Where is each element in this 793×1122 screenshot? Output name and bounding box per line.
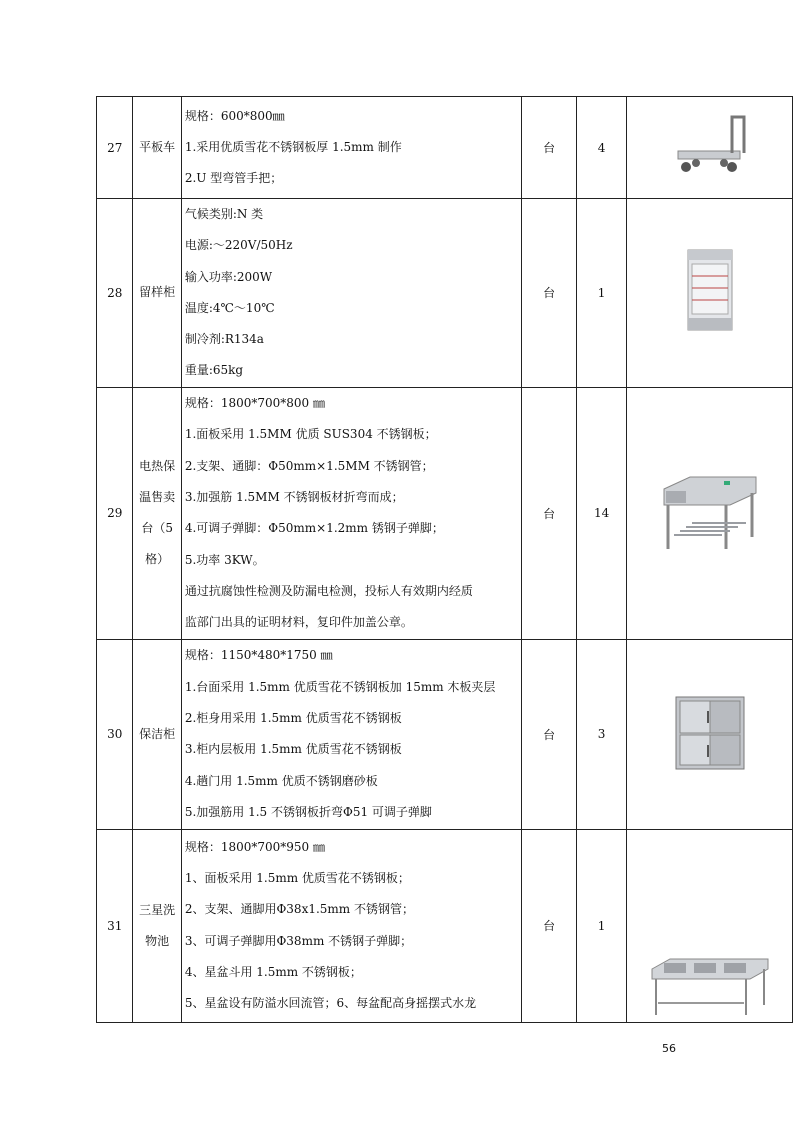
spec-line: 5.加强筋用 1.5 不锈钢板折弯Φ51 可调子弹脚: [184, 804, 432, 819]
sample-cabinet-icon: [680, 248, 740, 334]
item-name-line: 电热保: [139, 459, 176, 474]
item-name-line: 格）: [145, 552, 170, 567]
cleaning-cabinet-image: [627, 639, 793, 829]
spec-line: 规格：1800*700*800 ㎜: [184, 396, 325, 411]
item-spec: [181, 387, 521, 639]
table-row: [97, 387, 793, 639]
spec-line: 1.采用优质雪花不锈钢板厚 1.5mm 制作: [184, 139, 402, 154]
spec-line: 气候类别:N 类: [184, 207, 264, 221]
spec-line: 2、支架、通脚用Φ38x1.5mm 不锈钢管；: [184, 902, 414, 917]
item-name-line: 物池: [145, 933, 170, 948]
item-quantity: 14: [577, 387, 627, 639]
spec-line: 温度:4℃～10℃: [184, 300, 275, 315]
item-name: [133, 387, 181, 639]
item-number: 28: [97, 199, 133, 388]
item-quantity: 1: [577, 829, 627, 1022]
spec-line: 规格：1800*700*950 ㎜: [184, 839, 325, 854]
spec-line: 电源:～220V/50Hz: [184, 238, 293, 253]
table-row: [97, 199, 793, 388]
table-row: [97, 97, 793, 199]
item-unit: 台: [522, 829, 577, 1022]
item-spec: [181, 639, 521, 829]
item-name: 保洁柜: [133, 639, 181, 829]
equipment-table: [96, 96, 793, 1023]
cleaning-cabinet-icon: [670, 693, 750, 773]
item-quantity: 3: [577, 639, 627, 829]
item-name-line: 台（5: [141, 521, 173, 536]
item-name: 平板车: [133, 97, 181, 199]
spec-line: 制冷剂:R134a: [184, 332, 264, 347]
item-number: 27: [97, 97, 133, 199]
triple-sink-image: [627, 829, 793, 1022]
table-row: [97, 829, 793, 1022]
item-unit: 台: [522, 97, 577, 199]
item-name: [133, 829, 181, 1022]
triple-sink-icon: [650, 955, 770, 1019]
spec-line: 1、面板采用 1.5mm 优质雪花不锈钢板；: [184, 871, 410, 886]
spec-line: 2.支架、通脚：Φ50mm×1.5MM 不锈钢管；: [184, 458, 434, 473]
spec-line: 2.柜身用采用 1.5mm 优质雪花不锈钢板: [184, 710, 402, 725]
item-number: 29: [97, 387, 133, 639]
spec-line: 规格：600*800㎜: [184, 108, 285, 123]
item-number: 31: [97, 829, 133, 1022]
spec-line: 通过抗腐蚀性检测及防漏电检测，投标人有效期内经质: [184, 583, 473, 598]
spec-line: 2.U 型弯管手把；: [184, 171, 283, 186]
sample-cabinet-image: [627, 199, 793, 388]
page-number: 56: [662, 1042, 676, 1055]
spec-line: 1.面板采用 1.5MM 优质 SUS304 不锈钢板；: [184, 427, 437, 442]
item-name: 留样柜: [133, 199, 181, 388]
table-row: [97, 639, 793, 829]
item-quantity: 1: [577, 199, 627, 388]
spec-line: 4.可调子弹脚：Φ50mm×1.2mm 锈钢子弹脚；: [184, 521, 444, 536]
item-unit: 台: [522, 387, 577, 639]
spec-line: 3、可调子弹脚用Φ38mm 不锈钢子弹脚；: [184, 933, 413, 948]
spec-line: 4.趟门用 1.5mm 优质不锈钢磨砂板: [184, 773, 378, 788]
item-name-line: 温售卖: [139, 490, 176, 505]
spec-line: 3.柜内层板用 1.5mm 优质雪花不锈钢板: [184, 742, 402, 757]
item-spec: [181, 829, 521, 1022]
heated-counter-image: [627, 387, 793, 639]
item-quantity: 4: [577, 97, 627, 199]
spec-line: 1.台面采用 1.5mm 优质雪花不锈钢板加 15mm 木板夹层: [184, 679, 496, 694]
flatbed-cart-image: [627, 97, 793, 199]
spec-line: 5.功率 3KW。: [184, 552, 265, 567]
spec-line: 监部门出具的证明材料，复印件加盖公章。: [184, 615, 413, 630]
item-spec: [181, 199, 521, 388]
heated-counter-icon: [660, 471, 760, 553]
item-unit: 台: [522, 639, 577, 829]
item-number: 30: [97, 639, 133, 829]
spec-line: 4、星盆斗用 1.5mm 不锈钢板；: [184, 965, 362, 980]
item-unit: 台: [522, 199, 577, 388]
item-spec: [181, 97, 521, 199]
spec-line: 规格：1150*480*1750 ㎜: [184, 648, 333, 663]
spec-line: 3.加强筋 1.5MM 不锈钢板材折弯而成；: [184, 489, 404, 504]
item-name-line: 三星洗: [139, 902, 176, 917]
spec-line: 输入功率:200W: [184, 269, 273, 284]
spec-line: 5、星盆设有防溢水回流管；6、每盆配高身摇摆式水龙: [184, 996, 477, 1011]
flatbed-cart-icon: [670, 111, 750, 181]
spec-line: 重量:65kg: [184, 363, 244, 378]
